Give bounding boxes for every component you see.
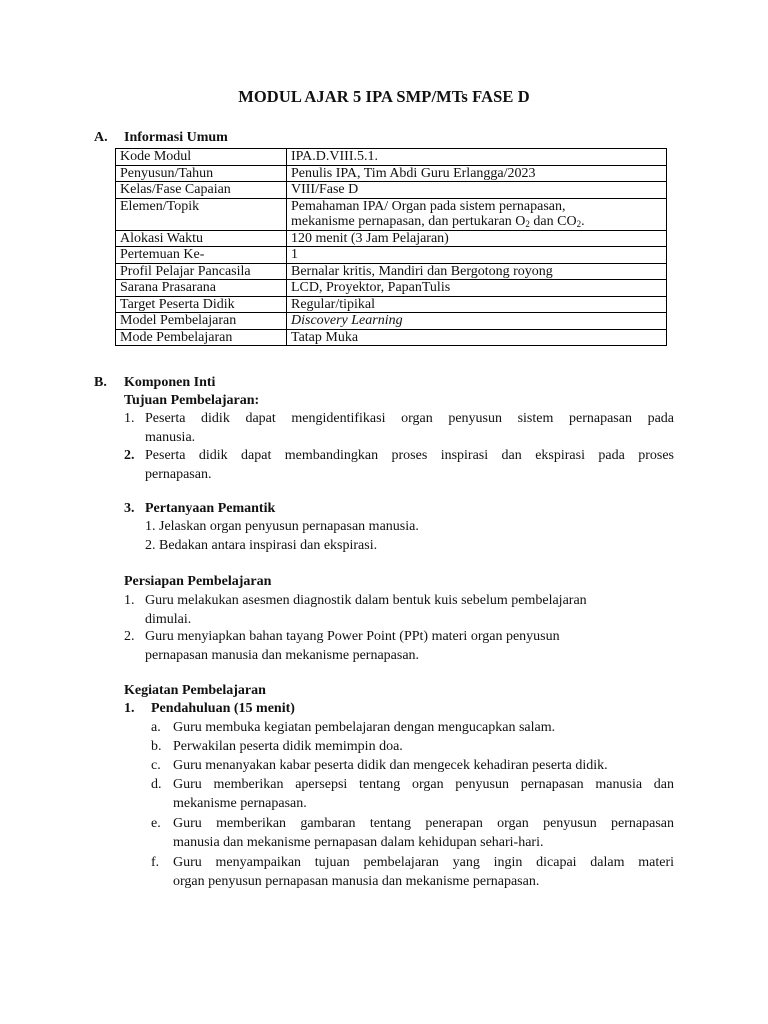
section-title: Komponen Inti [124,375,216,390]
table-row [116,247,667,264]
kegiatan-heading: Kegiatan Pembelajaran [124,683,266,698]
table-row [116,182,667,199]
table-key: Target Peserta Didik [116,296,287,313]
table-key: Pertemuan Ke- [116,247,287,264]
list-text: manusia dan mekanisme pernapasan dalam kehidupan sehari-hari. [173,834,544,850]
table-key: Alokasi Waktu [116,230,287,247]
table-row [116,230,667,247]
list-number: 1. [124,593,135,608]
table-value: Tatap Muka [287,329,667,346]
list-letter: b. [151,739,162,754]
section-title: Informasi Umum [124,130,228,145]
list-item: 1. Jelaskan organ penyusun pernapasan manusia. [145,519,419,534]
table-value: LCD, Proyektor, PapanTulis [287,280,667,297]
list-item: 2. Bedakan antara inspirasi dan ekspirasi. [145,538,378,553]
list-text: Peserta didik dapat mengidentifikasi organ penyusun sistem pernapasan pada [145,411,674,426]
list-text: Guru menyiapkan bahan tayang Power Point (PPt) materi organ penyusun [145,629,560,644]
list-text: pernapasan. [145,466,212,482]
table-value-line: mekanisme pernapasan, dan pertukaran $O_2$ dan $CO_2$. [291,214,585,229]
list-number: 1. [124,411,135,426]
list-text: manusia. [145,429,196,445]
list-text: Guru membuka kegiatan pembelajaran dengan mengucapkan salam. [173,720,556,735]
table-key: Model Pembelajaran [116,313,287,330]
section-letter: A. [94,130,108,145]
table-row [116,149,667,166]
table-row [116,296,667,313]
section-title: Pendahuluan (15 menit) [151,701,295,716]
table-row [116,263,667,280]
table-value: Regular/tipikal [287,296,667,313]
document-title: MODUL AJAR 5 IPA SMP/MTs FASE D [238,87,530,106]
list-text: Guru memberikan apersepsi tentang organ penyusun pernapasan manusia dan [173,777,674,792]
table-row [116,313,667,330]
table-key: Penyusun/Tahun [116,165,287,182]
table-key: Kode Modul [116,149,287,166]
persiapan-heading: Persiapan Pembelajaran [124,574,272,589]
table-value: 120 menit (3 Jam Pelajaran) [287,230,667,247]
list-text: dimulai. [145,611,192,627]
list-letter: f. [151,855,160,870]
list-text: Guru menyampaikan tujuan pembelajaran yang ingin dicapai dalam materi [173,855,674,870]
table-row [116,198,667,230]
list-letter: e. [151,816,161,831]
list-number: 3. [124,501,135,516]
table-value: Penulis IPA, Tim Abdi Guru Erlangga/2023 [287,165,667,182]
list-letter: a. [151,720,161,735]
list-text: Guru menanyakan kabar peserta didik dan mengecek kehadiran peserta didik. [173,758,608,773]
table-key: Mode Pembelajaran [116,329,287,346]
list-text: Peserta didik dapat membandingkan proses inspirasi dan ekspirasi pada proses [145,448,674,463]
table-value: IPA.D.VIII.5.1. [287,149,667,166]
table-row [116,329,667,346]
list-text: Guru memberikan gambaran tentang penerapan organ penyusun pernapasan [173,816,674,831]
list-text: organ penyusun pernapasan manusia dan mekanisme pernapasan. [173,873,540,889]
table-key: Sarana Prasarana [116,280,287,297]
section-title: Pertanyaan Pemantik [145,501,276,516]
list-letter: c. [151,758,161,773]
table-row [116,280,667,297]
tujuan-heading: Tujuan Pembelajaran: [124,393,260,408]
info-table [115,148,667,346]
list-number: 2. [124,629,135,644]
table-value: VIII/Fase D [287,182,667,199]
table-key: Profil Pelajar Pancasila [116,263,287,280]
list-text: Guru melakukan asesmen diagnostik dalam bentuk kuis sebelum pembelajaran [145,593,587,608]
table-row [116,165,667,182]
list-number: 1. [124,701,135,716]
table-value: Bernalar kritis, Mandiri dan Bergotong royong [287,263,667,280]
list-text: Perwakilan peserta didik memimpin doa. [173,739,403,754]
list-text: mekanisme pernapasan. [173,795,307,811]
list-number: 2. [124,448,135,463]
table-key: Elemen/Topik [116,198,287,230]
table-value: Discovery Learning [287,313,667,330]
table-value [287,198,667,230]
list-text: pernapasan manusia dan mekanisme pernapasan. [145,647,420,663]
table-value: 1 [287,247,667,264]
table-value-line: Pemahaman IPA/ Organ pada sistem pernapasan, [291,198,566,214]
section-letter: B. [94,375,107,390]
list-letter: d. [151,777,162,792]
table-key: Kelas/Fase Capaian [116,182,287,199]
